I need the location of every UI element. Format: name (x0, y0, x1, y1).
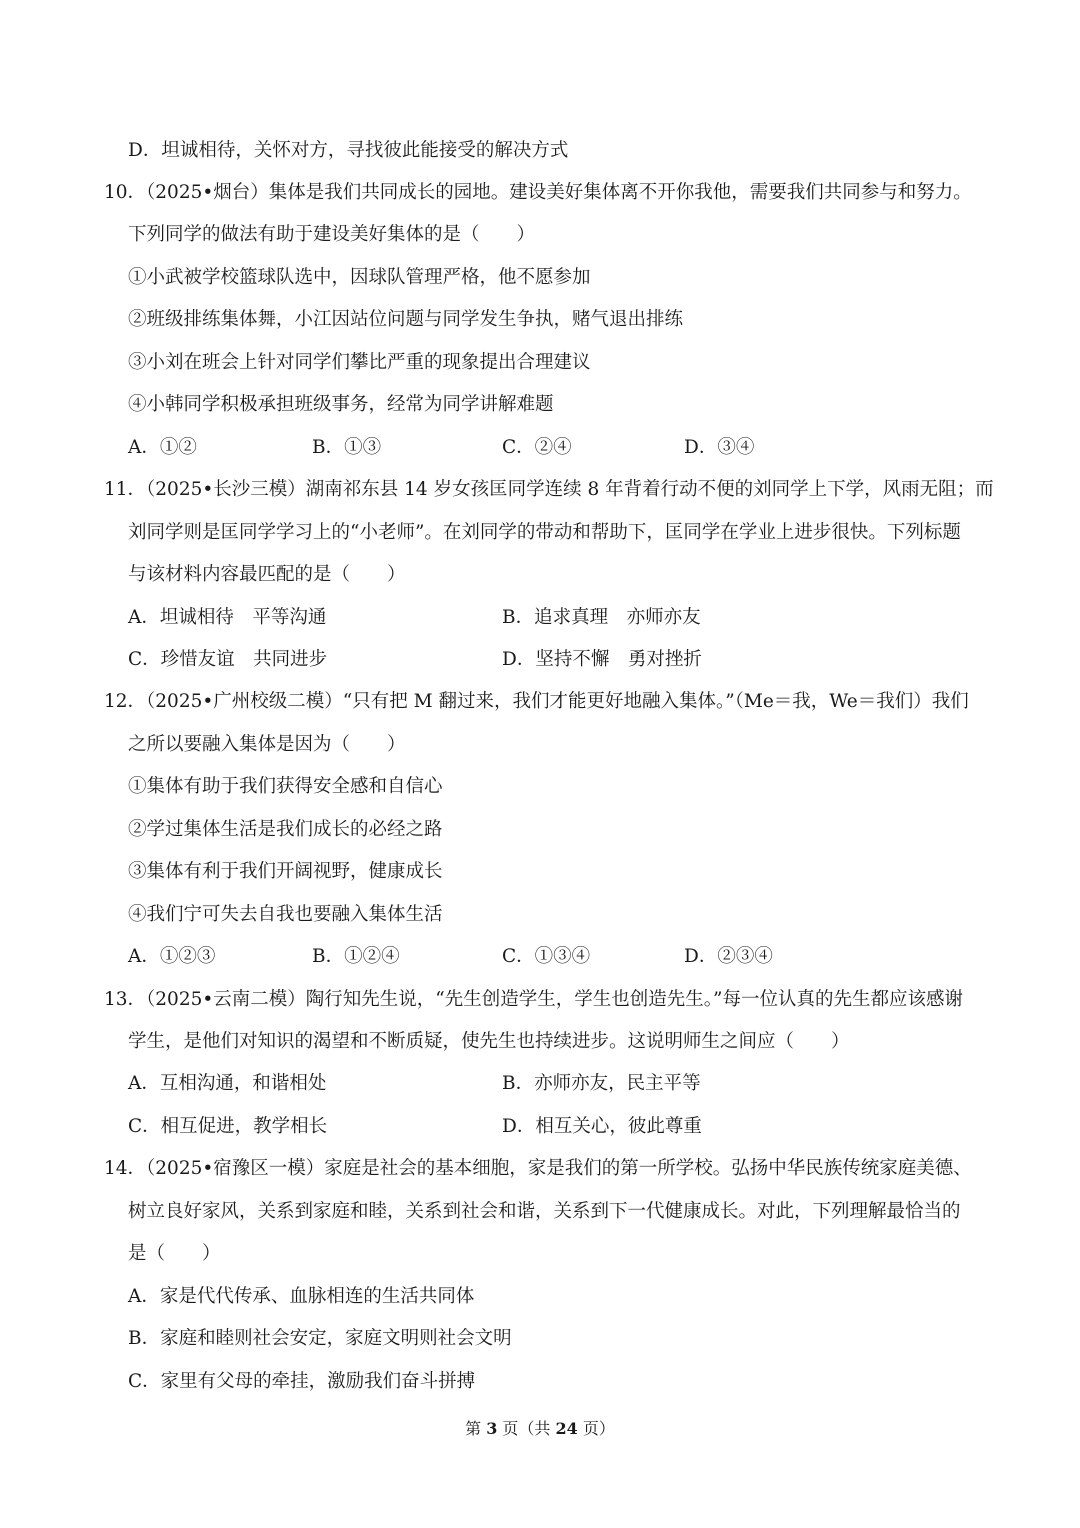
q11-stem-line2: 刘同学则是匡同学学习上的“小老师”。在刘同学的带动和帮助下，匡同学在学业上进步很快。下列标题 (128, 522, 961, 543)
q10-stem-line2: 下列同学的做法有助于建设美好集体的是（ ） (128, 224, 536, 245)
q9-option-d: D．坦诚相待，关怀对方，寻找彼此能接受的解决方式 (128, 140, 569, 161)
q10-stem-line1: 10．（2025•烟台）集体是我们共同成长的园地。建设美好集体离不开你我他，需要我们共同参与和努力。 (104, 182, 972, 203)
q14-option-b: B．家庭和睦则社会安定，家庭文明则社会文明 (128, 1328, 512, 1349)
q10-item-2: ②班级排练集体舞，小江因站位问题与同学发生争执，赌气退出排练 (128, 309, 684, 330)
footer-total-pages: 24 (555, 1419, 578, 1438)
q13-option-d: D．相互关心，彼此尊重 (502, 1116, 702, 1137)
q12-option-c: C．①③④ (502, 946, 591, 967)
q10-option-a: A．①② (128, 437, 197, 458)
q12-item-2: ②学过集体生活是我们成长的必经之路 (128, 819, 443, 840)
q13-stem-line2: 学生，是他们对知识的渴望和不断质疑，使先生也持续进步。这说明师生之间应（ ） (128, 1031, 850, 1052)
q11-option-b: B．追求真理 亦师亦友 (502, 607, 701, 628)
q13-option-a: A．互相沟通，和谐相处 (128, 1073, 327, 1094)
footer-prefix: 第 (465, 1419, 482, 1438)
q12-item-1: ①集体有助于我们获得安全感和自信心 (128, 776, 443, 797)
q14-option-c: C．家里有父母的牵挂，激励我们奋斗拼搏 (128, 1371, 476, 1392)
q13-stem-line1: 13．（2025•云南二模）陶行知先生说，“先生创造学生，学生也创造先生。”每一位认真的先生都应该感谢 (104, 989, 963, 1010)
q11-stem-line3: 与该材料内容最匹配的是（ ） (128, 564, 406, 585)
footer-suffix: 页） (582, 1419, 615, 1438)
q11-option-d: D．坚持不懈 勇对挫折 (502, 649, 702, 670)
q12-option-b: B．①②④ (312, 946, 400, 967)
footer-middle: 页（共 (502, 1419, 551, 1438)
q12-item-4: ④我们宁可失去自我也要融入集体生活 (128, 904, 443, 925)
q12-option-a: A．①②③ (128, 946, 216, 967)
q14-option-a: A．家是代代传承、血脉相连的生活共同体 (128, 1286, 475, 1307)
q13-option-c: C．相互促进，教学相长 (128, 1116, 328, 1137)
q10-option-d: D．③④ (684, 437, 755, 458)
q10-item-4: ④小韩同学积极承担班级事务，经常为同学讲解难题 (128, 394, 554, 415)
q12-stem-line2: 之所以要融入集体是因为（ ） (128, 734, 406, 755)
q12-item-3: ③集体有利于我们开阔视野，健康成长 (128, 861, 443, 882)
q14-stem-line1: 14．（2025•宿豫区一模）家庭是社会的基本细胞，家是我们的第一所学校。弘扬中华民族传统家庭美德、 (104, 1158, 972, 1179)
q10-option-b: B．①③ (312, 437, 382, 458)
q12-option-d: D．②③④ (684, 946, 773, 967)
q10-item-1: ①小武被学校篮球队选中，因球队管理严格，他不愿参加 (128, 267, 591, 288)
page-footer (0, 1416, 1080, 1439)
q11-stem-line1: 11．（2025•长沙三模）湖南祁东县 14 岁女孩匡同学连续 8 年背着行动不便的刘同学上下学，风雨无阻；而 (104, 479, 994, 500)
q11-option-c: C．珍惜友谊 共同进步 (128, 649, 328, 670)
q13-option-b: B．亦师亦友，民主平等 (502, 1073, 701, 1094)
q11-option-a: A．坦诚相待 平等沟通 (128, 607, 327, 628)
q10-option-c: C．②④ (502, 437, 572, 458)
q12-stem-line1: 12．（2025•广州校级二模）“只有把 M 翻过来，我们才能更好地融入集体。”（Me＝我，We＝我们）我们 (104, 691, 969, 712)
q14-stem-line3: 是（ ） (128, 1243, 221, 1264)
footer-page-number: 3 (486, 1419, 498, 1438)
q14-stem-line2: 树立良好家风，关系到家庭和睦，关系到社会和谐，关系到下一代健康成长。对此，下列理解最恰当的 (128, 1201, 961, 1222)
q10-item-3: ③小刘在班会上针对同学们攀比严重的现象提出合理建议 (128, 352, 591, 373)
